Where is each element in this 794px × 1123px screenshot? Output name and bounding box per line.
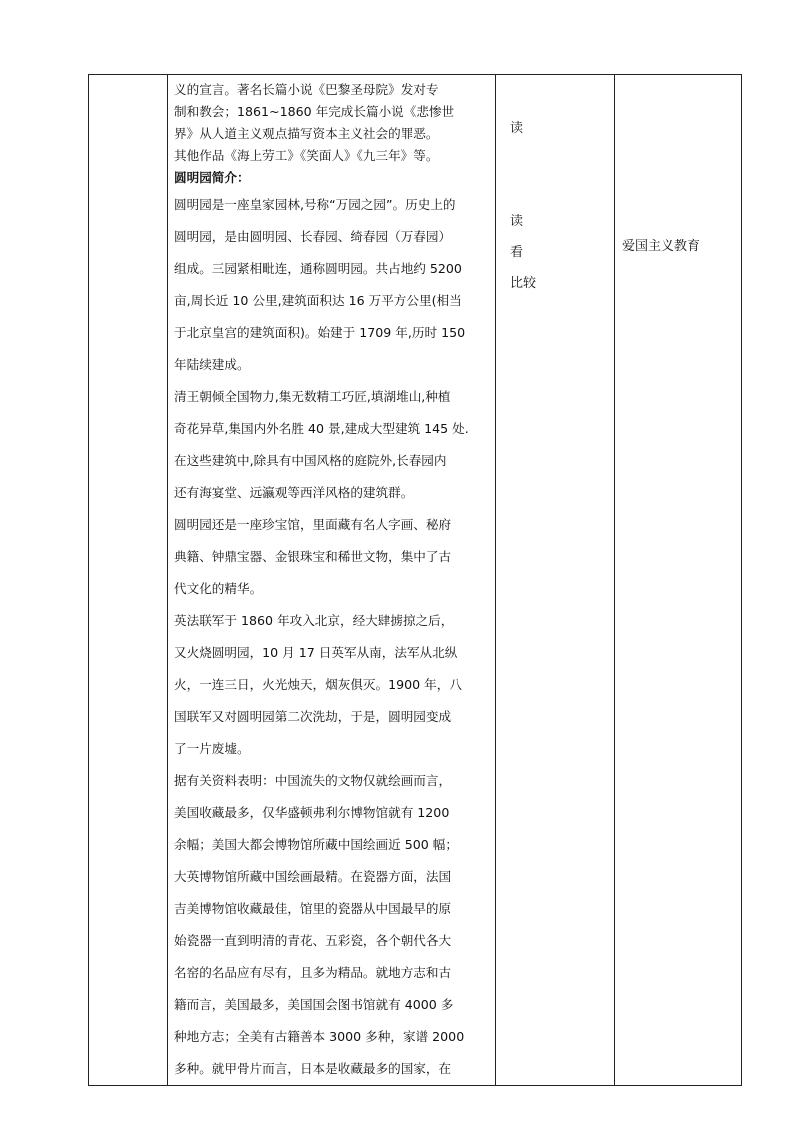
body-line: 年陆续建成。 (174, 357, 250, 372)
section-heading: 圆明园简介： (174, 170, 250, 185)
body-line: 于北京皇宫的建筑面积)。始建于 1709 年,历时 150 (174, 325, 466, 340)
body-line: 火，一连三日，火光烛天，烟灰俱灭。1900 年，八 (174, 677, 462, 692)
body-line: 奇花异草,集国内外名胜 40 景,建成大型建筑 145 处. (174, 421, 469, 436)
method-line: 看 (510, 245, 524, 260)
intro-line: 其他作品《海上劳工》《笑面人》《九三年》等。 (174, 148, 439, 163)
body-line: 英法联军于 1860 年攻入北京，经大肆掳掠之后， (174, 613, 454, 628)
body-line: 圆明园是一座皇家园林,号称“万园之园”。历史上的 (174, 197, 456, 212)
method-line (510, 144, 614, 175)
body-line: 种地方志；全美有古籍善本 3000 多种，家谱 2000 (174, 1029, 465, 1044)
method-line: 读 (510, 121, 524, 136)
body-line: 籍而言，美国最多，美国国会图书馆就有 4000 多 (174, 997, 454, 1012)
intro-line: 义的宣言。著名长篇小说《巴黎圣母院》发对专 (174, 82, 439, 97)
body-line: 在这些建筑中,除具有中国风格的庭院外,长春园内 (174, 453, 447, 468)
body-line: 亩,周长近 10 公里,建筑面积达 16 万平方公里(相当 (174, 293, 462, 308)
intro-paragraph (174, 79, 491, 167)
body-line: 美国收藏最多，仅华盛顿弗利尔博物馆就有 1200 (174, 805, 450, 820)
goal-cell (615, 75, 742, 1086)
intro-line: 制和教会；1861~1860 年完成长篇小说《悲惨世 (174, 104, 455, 119)
goal-text: 爱国主义教育 (622, 239, 701, 254)
body-line: 还有海宴堂、远瀛观等西洋风格的建筑群。 (174, 485, 414, 500)
body-line: 典籍、钟鼎宝器、金银珠宝和稀世文物，集中了古 (174, 549, 452, 564)
method-line (510, 175, 614, 206)
body-line: 组成。三园紧相毗连，通称圆明园。共占地约 5200 (174, 261, 462, 276)
body-line: 国联军又对圆明园第二次洗劫，于是，圆明园变成 (174, 709, 452, 724)
intro-line: 界》从人道主义观点描写资本主义社会的罪恶。 (174, 126, 439, 141)
lesson-table (88, 74, 742, 1086)
method-line: 比较 (510, 276, 537, 291)
body-line: 圆明园还是一座珍宝馆，里面藏有名人字画、秘府 (174, 517, 452, 532)
body-line: 始瓷器一直到明清的青花、五彩瓷，各个朝代各大 (174, 933, 452, 948)
method-cell (496, 75, 615, 1086)
body-line: 吉美博物馆收藏最佳，馆里的瓷器从中国最早的原 (174, 901, 452, 916)
body-line: 多种。就甲骨片而言，日本是收藏最多的国家，在 (174, 1061, 452, 1076)
body-line: 又火烧圆明园，10 月 17 日英军从南，法军从北纵 (174, 645, 458, 660)
content-cell (168, 75, 496, 1086)
method-line: 读 (510, 214, 524, 229)
body-line: 清王朝倾全国物力,集无数精工巧匠,填湖堆山,种植 (174, 389, 451, 404)
body-line: 了一片废墟。 (174, 741, 250, 756)
body-line: 据有关资料表明：中国流失的文物仅就绘画而言， (174, 773, 452, 788)
table-row (89, 75, 742, 1086)
body-line: 大英博物馆所藏中国绘画最精。在瓷器方面，法国 (174, 869, 452, 884)
body-line: 圆明园，是由圆明园、长春园、绮春园（万春园） (174, 229, 452, 244)
blank-column-cell (89, 75, 168, 1086)
body-line: 余幅；美国大都会博物馆所藏中国绘画近 500 幅； (174, 837, 458, 852)
body-text (174, 189, 491, 1085)
body-line: 名窑的名品应有尽有，且多为精品。就地方志和古 (174, 965, 452, 980)
body-line: 代文化的精华。 (174, 581, 263, 596)
